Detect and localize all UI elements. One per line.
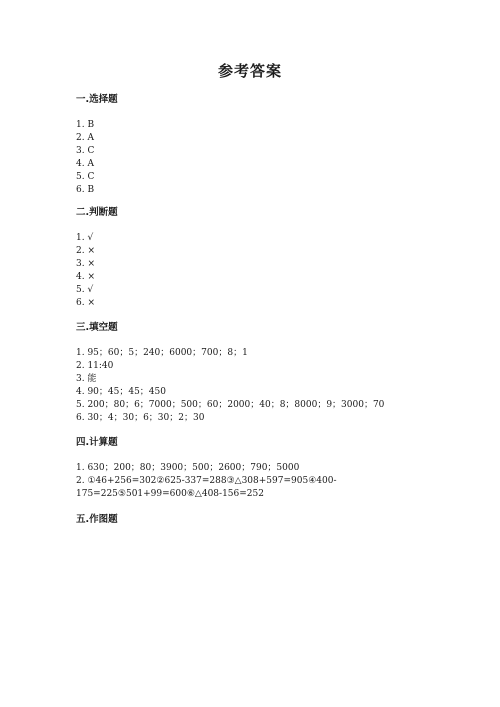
answer-line: 2. ①46+256=302②625-337=288③△308+597=905④400- [76,476,337,486]
section-multiple-choice [76,93,436,197]
answer-line: 1. B [76,120,95,130]
answer-line: 1. 95；60；5；240；6000；700；8；1 [76,348,248,358]
answer-line: 4. A [76,159,94,169]
answer-line: 175=225⑤501+99=600⑥△408-156=252 [76,489,264,499]
section-drawing [76,513,436,539]
section-heading: 二.判断题 [76,207,118,218]
answer-line: 3. 能 [76,374,97,384]
section-heading: 三.填空题 [76,322,118,333]
answer-line: 1. 630；200；80；3900；500；2600；790；5000 [76,463,300,473]
section-fill-in-blank [76,321,436,425]
answer-line: 2. × [76,246,95,256]
answer-line: 2. 11:40 [76,361,114,371]
answer-line: 3. × [76,259,95,269]
answer-line: 1. √ [76,233,94,243]
answer-line: 5. 200；80；6；7000；500；60；2000；40；8；8000；9；3000；70 [76,400,385,410]
answer-line: 6. × [76,298,95,308]
answer-line: 4. × [76,272,95,282]
section-calculation [76,436,436,501]
section-heading: 五.作图题 [76,514,118,525]
answer-line: 2. A [76,133,94,143]
answer-line: 5. √ [76,285,94,295]
section-heading: 一.选择题 [76,94,118,105]
answer-line: 6. B [76,185,95,195]
section-true-false [76,206,436,310]
section-heading: 四.计算题 [76,437,118,448]
answer-line: 3. C [76,146,95,156]
answer-line: 6. 30；4；30；6；30；2；30 [76,413,205,423]
answer-line: 4. 90；45；45；450 [76,387,166,397]
answer-line: 5. C [76,172,95,182]
page-title: 参考答案 [217,62,282,80]
